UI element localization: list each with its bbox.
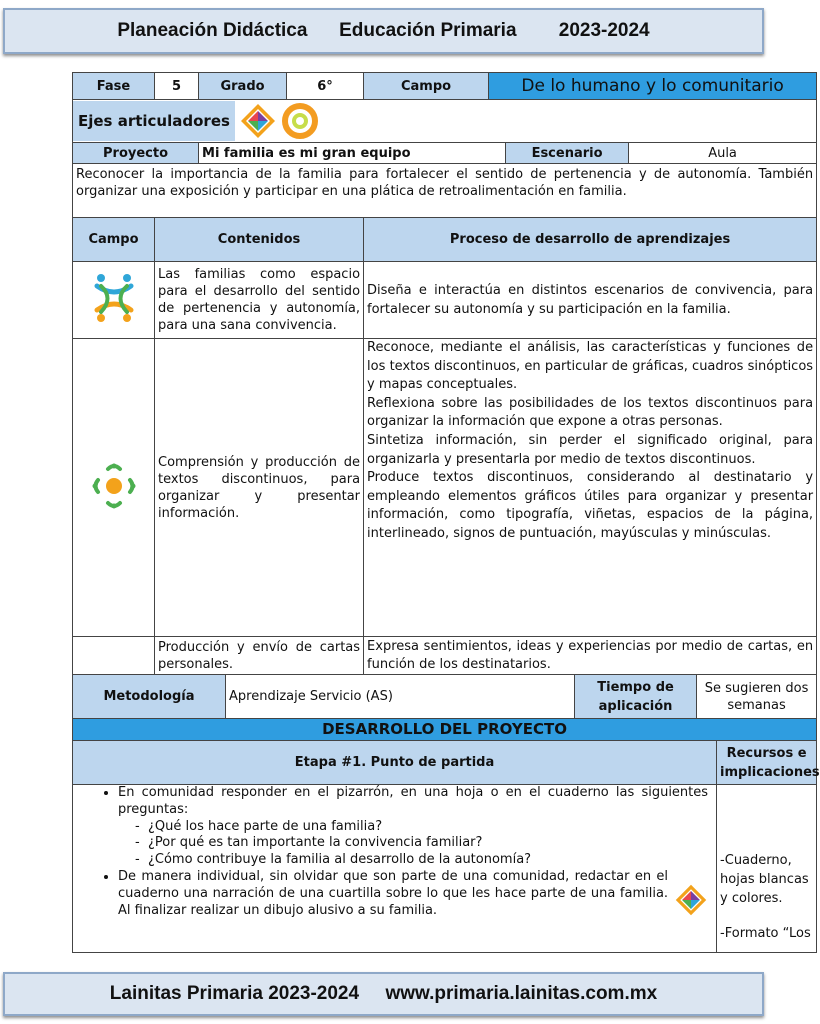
fase-label: Fase xyxy=(73,73,155,100)
metodologia-value: Aprendizaje Servicio (AS) xyxy=(226,675,575,719)
campo-label: Campo xyxy=(364,73,489,100)
col-proceso: Proceso de desarrollo de aprendizajes xyxy=(364,218,817,262)
tiempo-label: Tiempo de aplicación xyxy=(575,675,697,719)
proceso-2-item: Sintetiza información, sin perder el significado original, para organizarla y presentarla por medio de textos discontinuos. xyxy=(367,432,814,467)
pencil-diamond-icon xyxy=(239,102,277,140)
question-item: - ¿Qué los hace parte de una familia? xyxy=(148,819,708,836)
campo-value: De lo humano y lo comunitario xyxy=(489,73,817,100)
campo-empty-cell xyxy=(73,637,155,675)
header-level: Educación Primaria xyxy=(339,20,517,41)
recursos-cell xyxy=(717,785,817,953)
campo-icon-cell xyxy=(73,262,155,339)
proceso-2-item: Reconoce, mediante el análisis, las características y funciones de los textos discontinuos, en particular de gráficas, cuadros sinópticos y mapas conceptuales. xyxy=(367,340,814,393)
fase-value: 5 xyxy=(155,73,199,100)
contenido-1: Las familias como espacio para el desarrollo del sentido de pertenencia y autonomía, para una sana convivencia. xyxy=(155,262,364,339)
proyecto-value: Mi familia es mi gran equipo xyxy=(199,143,506,164)
recurso-item: -Cuaderno, hojas blancas y colores. xyxy=(720,853,809,906)
people-cross-icon xyxy=(91,272,137,324)
pencil-diamond-icon xyxy=(674,883,708,917)
proceso-2-cell xyxy=(364,339,817,637)
footer-brand: Lainitas Primaria 2023-2024 xyxy=(109,983,360,1004)
etapa-content xyxy=(73,785,717,953)
footer-url[interactable]: www.primaria.lainitas.com.mx xyxy=(385,983,658,1004)
proyecto-label: Proyecto xyxy=(73,143,199,164)
orange-ring-icon xyxy=(281,102,319,140)
header-title: Planeación Didáctica xyxy=(117,20,308,41)
tiempo-value: Se sugieren dos semanas xyxy=(697,675,817,719)
desarrollo-title: DESARROLLO DEL PROYECTO xyxy=(73,719,817,741)
list-item: • De manera individual, sin olvidar que son parte de una comunidad, redactar en el cuaderno una narración de una cuartilla sobre lo que les hace parte de una familia. Al finalizar realizar un dibujo alusivo a su familia. xyxy=(118,869,708,919)
recurso-item: -Formato “Los xyxy=(720,926,811,941)
grado-value: 6° xyxy=(287,73,364,100)
header-banner xyxy=(3,8,764,54)
contenido-2: Comprensión y producción de textos discontinuos, para organizar y presentar información. xyxy=(155,339,364,637)
project-objective: Reconocer la importancia de la familia para fortalecer el sentido de pertenencia y de autonomía. También organizar una exposición y participar en una plática de retroalimentación en familia. xyxy=(73,164,817,218)
grado-label: Grado xyxy=(199,73,287,100)
campo-icon-cell-2 xyxy=(73,339,155,637)
list-item: • En comunidad responder en el pizarrón, en una hoja o en el cuaderno las siguientes preguntas: - ¿Qué los hace parte de una familia? - ¿Por qué es tan importante la convivencia familiar? - ¿Cómo contribuye la familia al desarrollo de la autonomía? xyxy=(118,785,708,869)
proceso-3: Expresa sentimientos, ideas y experiencias por medio de cartas, en función de los destinatarios. xyxy=(364,637,817,675)
question-item: - ¿Cómo contribuye la familia al desarrollo de la autonomía? xyxy=(148,852,708,869)
col-contenidos: Contenidos xyxy=(155,218,364,262)
ejes-row xyxy=(73,100,817,143)
question-item: - ¿Por qué es tan importante la convivencia familiar? xyxy=(148,835,708,852)
etapa-title: Etapa #1. Punto de partida xyxy=(73,741,717,785)
proceso-2-item: Produce textos discontinuos, considerando al destinatario y empleando elementos gráficos útiles para organizar y presentar información, como tipografía, viñetas, espacios de la página, interlineado, signos de puntuación, mayúsculas y minúsculas. xyxy=(367,470,814,541)
escenario-value: Aula xyxy=(629,143,817,164)
metodologia-label: Metodología xyxy=(73,675,226,719)
header-year: 2023-2024 xyxy=(558,20,650,41)
col-campo: Campo xyxy=(73,218,155,262)
escenario-label: Escenario xyxy=(506,143,629,164)
community-circle-icon xyxy=(92,461,136,511)
planning-table xyxy=(72,72,820,953)
proceso-2-item: Reflexiona sobre las posibilidades de los textos discontinuos para organizar la información que expone a otras personas. xyxy=(367,395,814,430)
footer-banner xyxy=(3,972,764,1016)
contenido-3: Producción y envío de cartas personales. xyxy=(155,637,364,675)
recursos-label: Recursos e implicaciones xyxy=(717,741,817,785)
ejes-label: Ejes articuladores xyxy=(73,101,235,141)
proceso-1: Diseña e interactúa en distintos escenarios de convivencia, para fortalecer su autonomía y su participación en la familia. xyxy=(364,262,817,339)
